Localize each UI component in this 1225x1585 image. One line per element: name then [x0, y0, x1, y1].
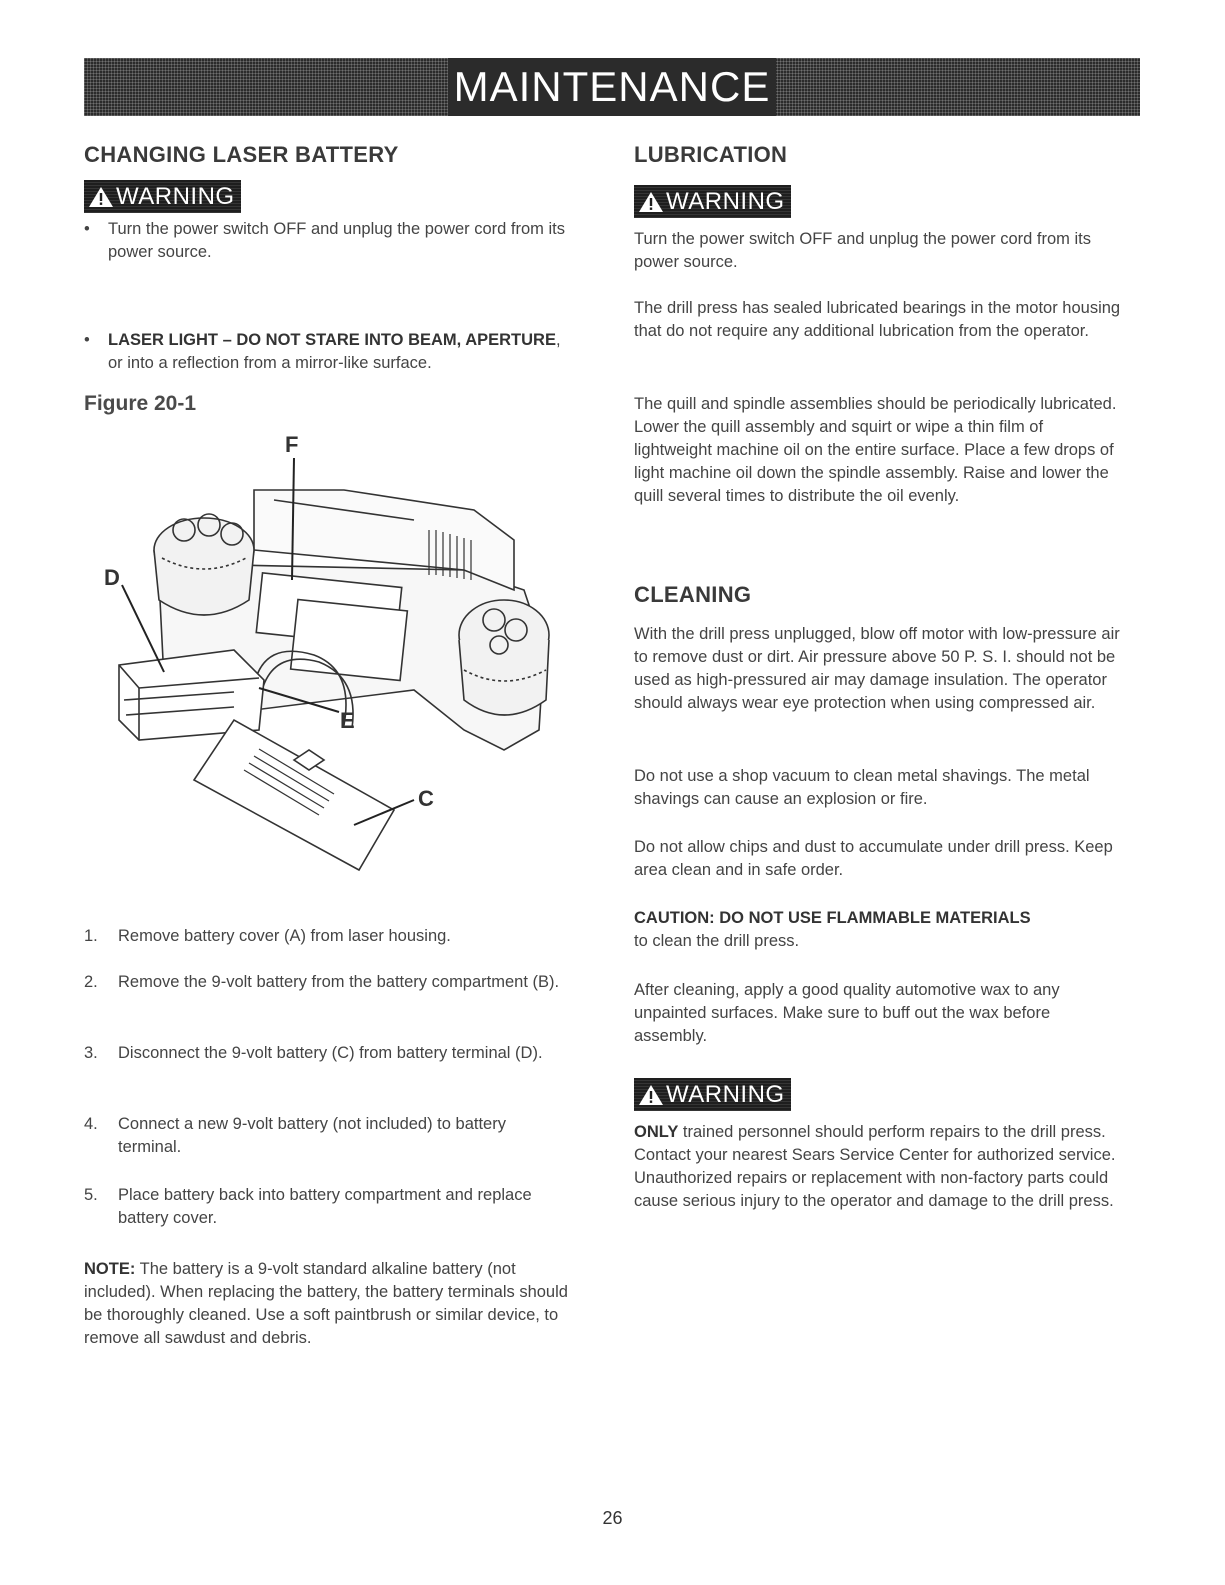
callout-f: F	[285, 432, 299, 457]
section-heading-laser-battery: CHANGING LASER BATTERY	[84, 142, 399, 167]
step-text: Connect a new 9-volt battery (not included) to battery terminal.	[118, 1115, 506, 1156]
cleaning-paragraph-3: Do not allow chips and dust to accumulate under drill press. Keep area clean and in safe order.	[634, 838, 1113, 879]
banner-title: MAINTENANCE	[448, 58, 777, 116]
step-text: Disconnect the 9-volt battery (C) from battery terminal (D).	[118, 1044, 543, 1062]
repair-warning-paragraph	[634, 1121, 1119, 1213]
page-number: 26	[602, 1508, 623, 1528]
repair-bold-text: ONLY	[634, 1123, 679, 1141]
step-number: 1.	[84, 927, 98, 945]
callout-c: C	[418, 786, 434, 811]
step-1	[84, 925, 584, 948]
bullet-text: Turn the power switch OFF and unplug the power cord from its power source.	[108, 220, 566, 261]
cleaning-paragraph-2: Do not use a shop vacuum to clean metal shavings. The metal shavings can cause an explosion or fire.	[634, 767, 1090, 808]
warning-bullet-power	[84, 218, 568, 264]
lubrication-paragraph-1: Turn the power switch OFF and unplug the power cord from its power source.	[634, 230, 1092, 271]
callout-d: D	[104, 565, 120, 590]
lubrication-paragraph-2: The drill press has sealed lubricated bearings in the motor housing that do not require any additional lubrication from the operator.	[634, 299, 1121, 340]
callout-e: E	[340, 708, 355, 733]
lubrication-paragraph-3: The quill and spindle assemblies should be periodically lubricated. Lower the quill assembly and squirt or wipe a thin film of lightweight machine oil on the entire surface. Place a few drops of light machine oil down the spindle assembly. Raise and lower the quill several times to distribute the oil evenly.	[634, 395, 1117, 505]
warning-triangle-icon	[638, 1083, 664, 1107]
repair-text: trained personnel should perform repairs to the drill press. Contact your nearest Sears Service Center for authorized service. Unauthorized repairs or replacement with non-factory parts could cause serious injury to the operator and damage to the drill press.	[634, 1123, 1116, 1210]
warning-label: WARNING	[116, 183, 235, 210]
cleaning-paragraph-1: With the drill press unplugged, blow off motor with low-pressure air to remove dust or dirt. Air pressure above 50 P. S. I. should not be used as high-pressured air may damage insulation. The operator should always wear eye protection when using compressed air.	[634, 625, 1120, 712]
caution-heading: CAUTION: DO NOT USE FLAMMABLE MATERIALS	[634, 909, 1031, 927]
bullet-dot: •	[84, 220, 90, 238]
step-text: Remove battery cover (A) from laser housing.	[118, 927, 451, 945]
warning-bullet-laser	[84, 329, 578, 375]
after-cleaning-paragraph: After cleaning, apply a good quality automotive wax to any unpainted surfaces. Make sure to buff out the wax before assembly.	[634, 981, 1060, 1045]
step-number: 4.	[84, 1115, 98, 1133]
step-3	[84, 1042, 554, 1065]
step-number: 3.	[84, 1044, 98, 1062]
left-column	[84, 0, 584, 1347]
warning-label: WARNING	[666, 1081, 785, 1108]
section-heading-lubrication: LUBRICATION	[634, 142, 788, 167]
warning-label: WARNING	[666, 188, 785, 215]
bullet-dot: •	[84, 331, 90, 349]
step-number: 2.	[84, 973, 98, 991]
section-heading-cleaning: CLEANING	[634, 582, 752, 607]
figure-title: Figure 20-1	[84, 392, 197, 415]
warning-triangle-icon	[638, 190, 664, 214]
note-text: The battery is a 9-volt standard alkaline battery (not included). When replacing the battery, the battery terminals should be thoroughly cleaned. Use a soft paintbrush or similar device, to remove all sawdust and debris.	[84, 1260, 568, 1347]
warning-badge	[84, 180, 241, 213]
battery-note	[84, 1258, 579, 1350]
caution-text: to clean the drill press.	[634, 932, 800, 950]
step-text: Place battery back into battery compartment and replace battery cover.	[118, 1186, 532, 1227]
warning-badge	[634, 185, 791, 218]
warning-triangle-icon	[88, 185, 114, 209]
step-number: 5.	[84, 1186, 98, 1204]
step-2	[84, 971, 574, 994]
note-label: NOTE:	[84, 1260, 136, 1278]
step-text: Remove the 9-volt battery from the battery compartment (B).	[118, 973, 560, 991]
bullet-bold-text: LASER LIGHT – DO NOT STARE INTO BEAM, APERTURE	[108, 331, 556, 349]
warning-badge	[634, 1078, 791, 1111]
laser-battery-figure	[84, 430, 584, 890]
caution-paragraph	[634, 907, 1134, 953]
step-5	[84, 1184, 564, 1230]
bullet-text: , or into a reflection from a mirror-like surface.	[108, 331, 561, 372]
step-4	[84, 1113, 554, 1159]
